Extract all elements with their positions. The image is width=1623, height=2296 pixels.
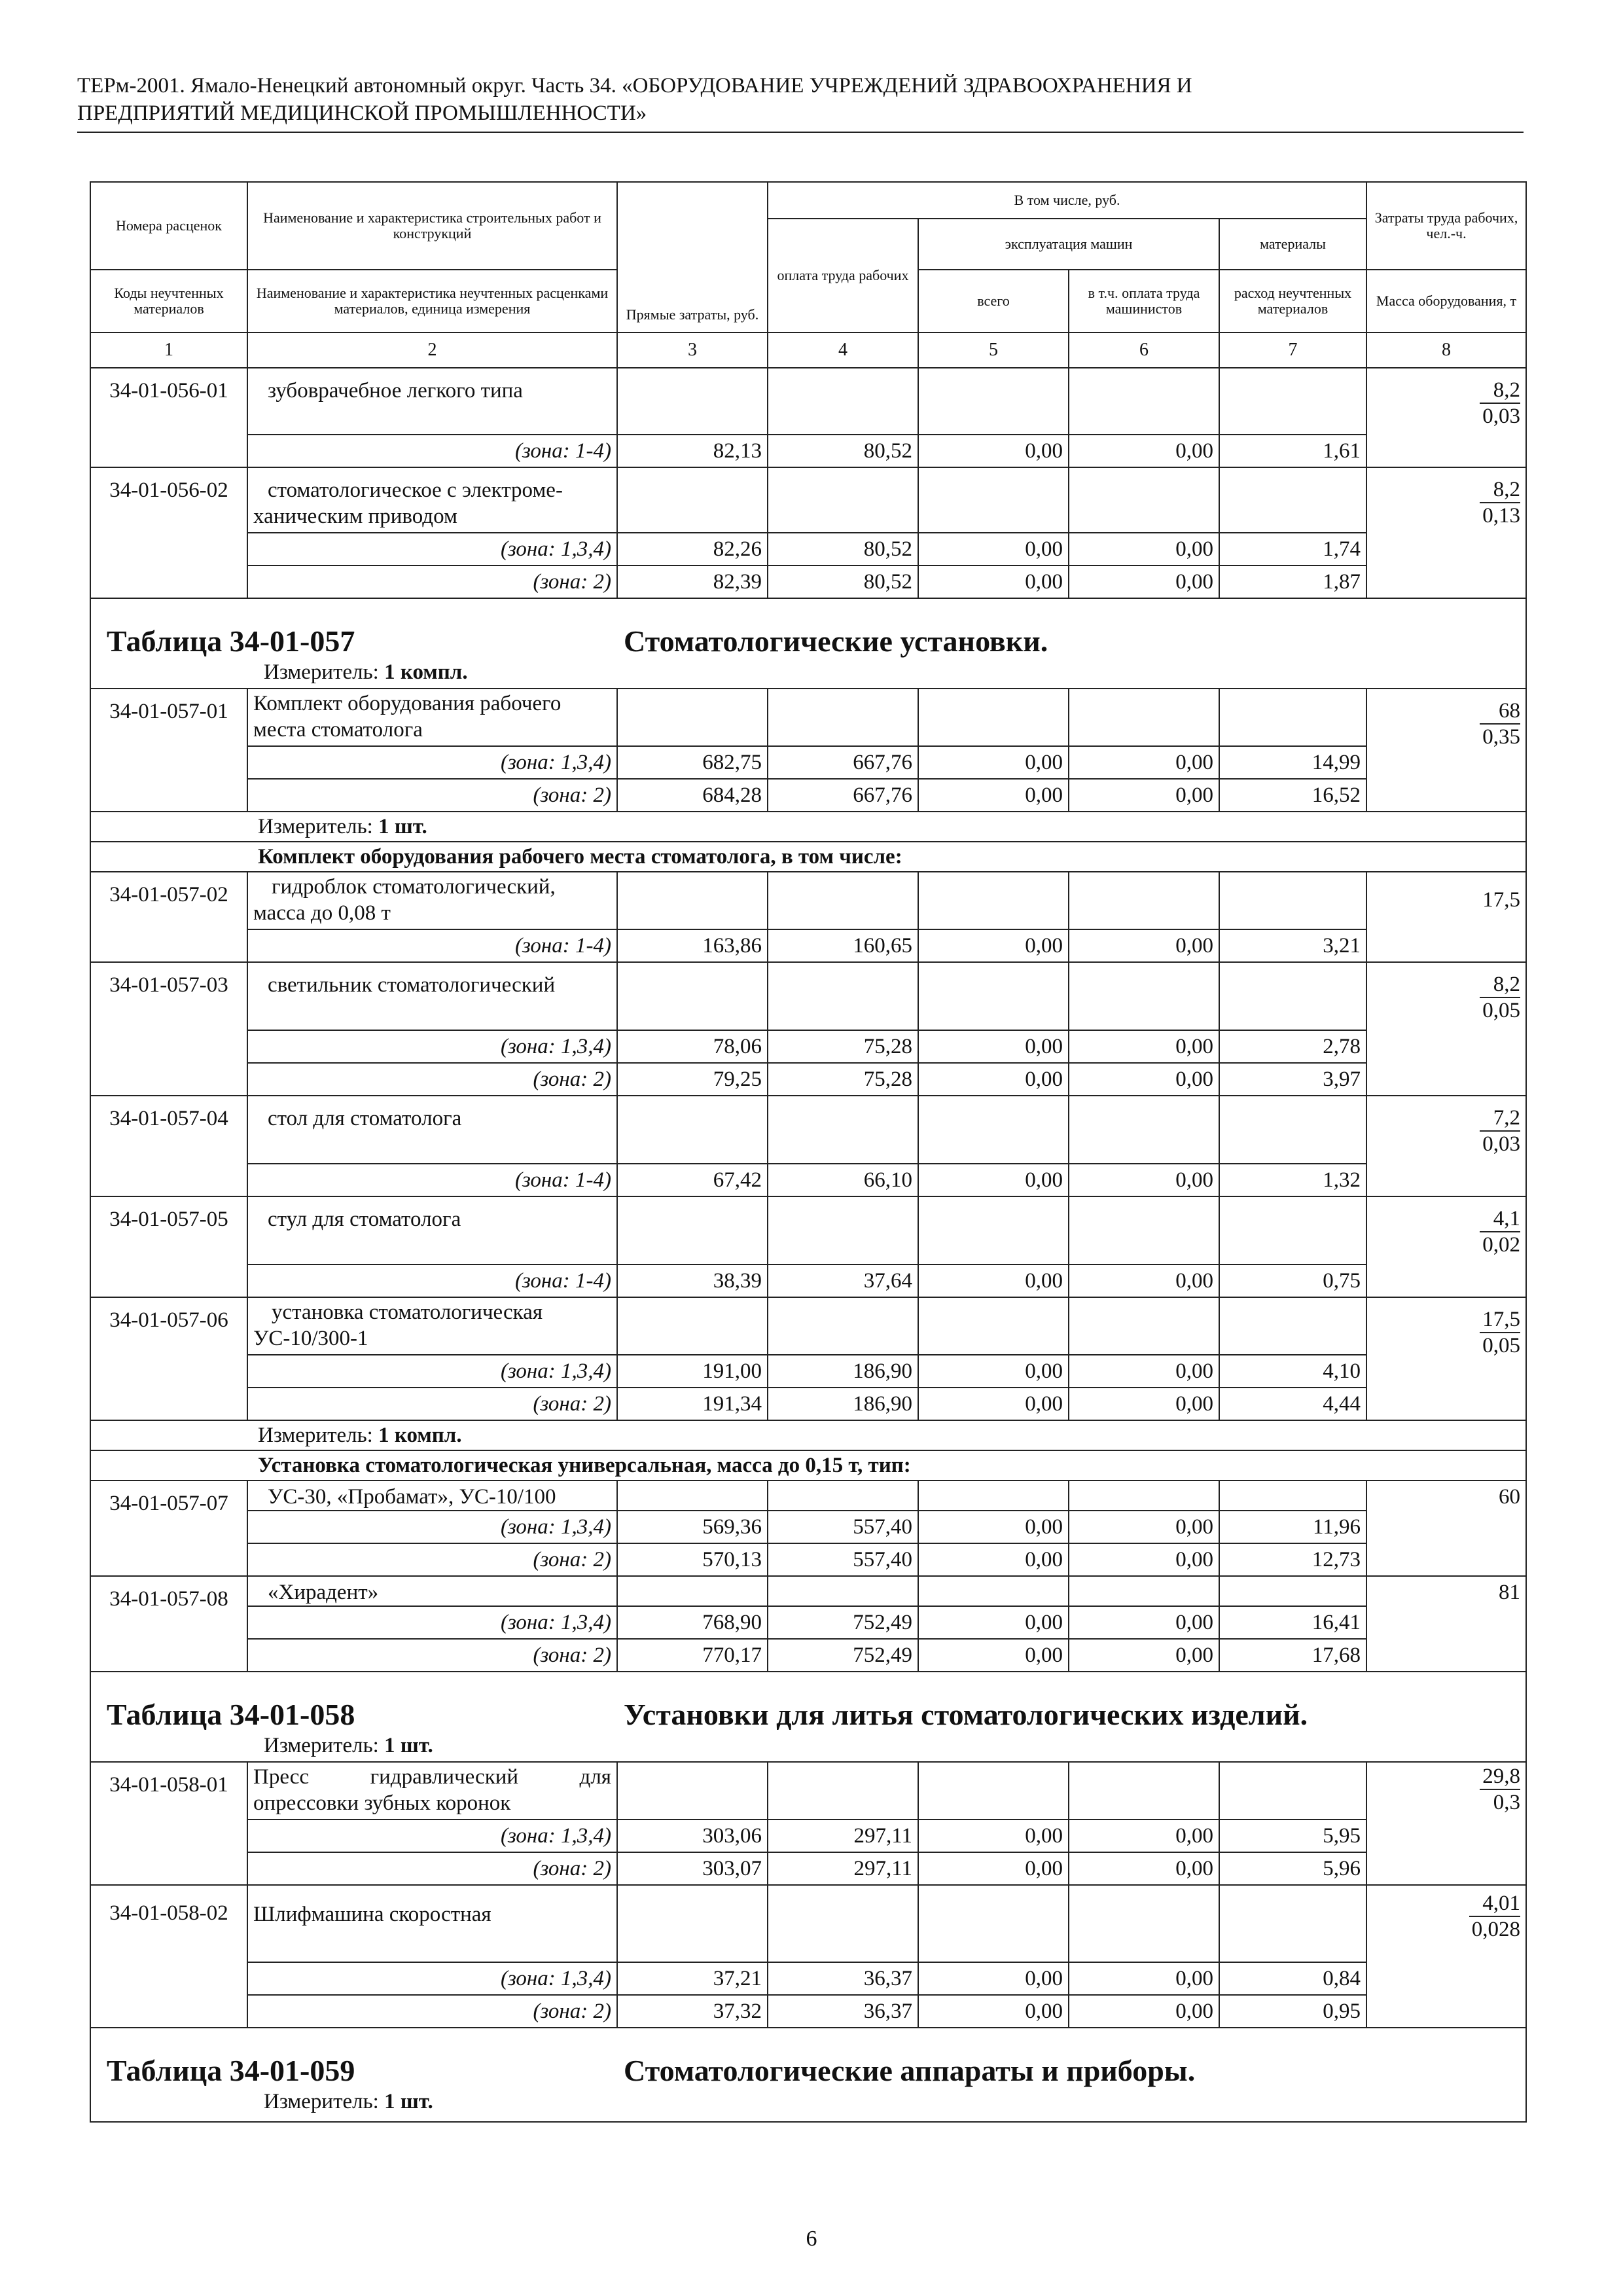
- table-row: [90, 1196, 1526, 1265]
- materials-cost: 0,75: [1219, 1265, 1366, 1297]
- work-name-line: ханическим приводом: [253, 505, 457, 528]
- materials-cost: 4,10: [1219, 1355, 1366, 1388]
- mass-value: 0,02: [1482, 1233, 1521, 1257]
- labor-value: 8,2: [1480, 972, 1520, 998]
- col6-header: в т.ч. оплата труда машинистов: [1069, 270, 1219, 332]
- materials-cost: 1,61: [1219, 435, 1366, 467]
- col8-header-b: Масса оборудования, т: [1366, 270, 1526, 332]
- rate-code: 34-01-056-02: [90, 467, 247, 598]
- col2-header-a: Наименование и характеристика строительных работ и конструкций: [247, 182, 617, 270]
- col-number: 5: [918, 332, 1069, 368]
- labor-pay: 80,52: [768, 435, 918, 467]
- labor-mass-cell: [1366, 962, 1526, 1096]
- direct-cost: 163,86: [617, 929, 768, 962]
- rate-code: 34-01-057-03: [90, 962, 247, 1096]
- machinist-pay: 0,00: [1069, 1355, 1219, 1388]
- direct-cost: 569,36: [617, 1511, 768, 1543]
- zone-label: (зона: 2): [247, 1063, 617, 1096]
- direct-cost: 770,17: [617, 1639, 768, 1672]
- machinist-pay: 0,00: [1069, 746, 1219, 779]
- col2-header-b: Наименование и характеристика неучтенных расценками материалов, единица измерения: [247, 270, 617, 332]
- header-line-2: ПРЕДПРИЯТИЙ МЕДИЦИНСКОЙ ПРОМЫШЛЕННОСТИ»: [77, 101, 647, 125]
- col-number: 2: [247, 332, 617, 368]
- subheader-row: [90, 1450, 1526, 1480]
- machinist-pay: 0,00: [1069, 1265, 1219, 1297]
- labor-pay: 667,76: [768, 746, 918, 779]
- labor-value: 17,5: [1480, 1307, 1520, 1333]
- zone-row: [90, 1995, 1526, 2028]
- work-name: зубоврачебное легкого типа: [247, 368, 617, 435]
- machines-total: 0,00: [918, 929, 1069, 962]
- machines-total: 0,00: [918, 1388, 1069, 1420]
- machines-total: 0,00: [918, 1063, 1069, 1096]
- work-name: [247, 467, 617, 533]
- price-table: [90, 181, 1527, 2123]
- direct-cost: 684,28: [617, 779, 768, 812]
- subheader-text: Установка стоматологическая универсальная, масса до 0,15 т, тип:: [90, 1450, 1526, 1480]
- materials-cost: 1,32: [1219, 1164, 1366, 1196]
- machinist-pay: 0,00: [1069, 779, 1219, 812]
- zone-row: [90, 1852, 1526, 1885]
- rate-code: 34-01-057-04: [90, 1096, 247, 1196]
- materials-cost: 5,96: [1219, 1852, 1366, 1885]
- machines-total: 0,00: [918, 1543, 1069, 1576]
- zone-label: (зона: 1,3,4): [247, 533, 617, 565]
- labor-pay: 36,37: [768, 1995, 918, 2028]
- direct-cost: 82,26: [617, 533, 768, 565]
- measure-unit: 1 компл.: [384, 660, 468, 684]
- work-name: Шлифмашина скоростная: [247, 1885, 617, 1962]
- zone-label: (зона: 2): [247, 1388, 617, 1420]
- labor-pay: 75,28: [768, 1030, 918, 1063]
- column-numbers-row: [90, 332, 1526, 368]
- labor-pay: 297,11: [768, 1820, 918, 1852]
- labor-pay: 667,76: [768, 779, 918, 812]
- zone-row: [90, 1511, 1526, 1543]
- labor-value: 68: [1480, 698, 1520, 725]
- materials-cost: 2,78: [1219, 1030, 1366, 1063]
- measure-line: [107, 1732, 1510, 1759]
- machines-total: 0,00: [918, 1030, 1069, 1063]
- direct-cost: 79,25: [617, 1063, 768, 1096]
- work-name: «Хирадент»: [247, 1576, 617, 1606]
- mass-value: 0,13: [1482, 504, 1521, 528]
- direct-cost: 191,34: [617, 1388, 768, 1420]
- zone-row: [90, 746, 1526, 779]
- machines-total: 0,00: [918, 1639, 1069, 1672]
- zone-row: [90, 1962, 1526, 1995]
- machines-total: 0,00: [918, 1606, 1069, 1639]
- table-row: [90, 467, 1526, 533]
- materials-cost: 1,74: [1219, 533, 1366, 565]
- labor-value: 17,5: [1366, 872, 1526, 962]
- direct-cost: 768,90: [617, 1606, 768, 1639]
- machinist-pay: 0,00: [1069, 435, 1219, 467]
- labor-pay: 75,28: [768, 1063, 918, 1096]
- zone-label: (зона: 1,3,4): [247, 1606, 617, 1639]
- materials-cost: 3,21: [1219, 929, 1366, 962]
- rate-code: 34-01-057-06: [90, 1297, 247, 1420]
- work-name: светильник стоматологический: [247, 962, 617, 1030]
- measure-unit: 1 компл.: [378, 1424, 462, 1447]
- direct-cost: 78,06: [617, 1030, 768, 1063]
- machines-total: 0,00: [918, 1511, 1069, 1543]
- measure-row: [90, 812, 1526, 842]
- zone-row: [90, 435, 1526, 467]
- direct-cost: 191,00: [617, 1355, 768, 1388]
- zone-label: (зона: 1-4): [247, 1164, 617, 1196]
- machinist-pay: 0,00: [1069, 929, 1219, 962]
- work-name-line: гидроблок стоматологический,: [272, 875, 556, 899]
- col-number: 8: [1366, 332, 1526, 368]
- labor-mass-cell: [1366, 1096, 1526, 1196]
- col7-header: расход неучтенных материалов: [1219, 270, 1366, 332]
- mass-value: 0,03: [1482, 404, 1521, 428]
- work-name-line: Пресс гидравлический для: [253, 1765, 611, 1789]
- zone-label: (зона: 1,3,4): [247, 1030, 617, 1063]
- table-row: [90, 1885, 1526, 1962]
- machines-total: 0,00: [918, 746, 1069, 779]
- measure-unit: 1 шт.: [384, 1734, 433, 1757]
- table-row: [90, 1480, 1526, 1511]
- labor-pay: 80,52: [768, 533, 918, 565]
- materials-cost: 14,99: [1219, 746, 1366, 779]
- zone-row: [90, 1543, 1526, 1576]
- work-name: стол для стоматолога: [247, 1096, 617, 1164]
- measure-unit: 1 шт.: [384, 2090, 433, 2113]
- mass-value: 0,05: [1482, 999, 1521, 1022]
- materials-cost: 11,96: [1219, 1511, 1366, 1543]
- labor-pay: 37,64: [768, 1265, 918, 1297]
- rate-code: 34-01-057-02: [90, 872, 247, 962]
- zone-row: [90, 533, 1526, 565]
- labor-pay: 160,65: [768, 929, 918, 962]
- materials-cost: 0,95: [1219, 1995, 1366, 2028]
- work-name: [247, 1762, 617, 1820]
- work-name: [247, 689, 617, 746]
- measure-row: [90, 1420, 1526, 1450]
- zone-row: [90, 1030, 1526, 1063]
- col-number: 7: [1219, 332, 1366, 368]
- zone-label: (зона: 1,3,4): [247, 1355, 617, 1388]
- machinist-pay: 0,00: [1069, 1852, 1219, 1885]
- zone-label: (зона: 1-4): [247, 1265, 617, 1297]
- labor-mass-cell: [1366, 1885, 1526, 2028]
- materials-cost: 0,84: [1219, 1962, 1366, 1995]
- work-name: [247, 1297, 617, 1355]
- work-name-line: установка стоматологическая: [272, 1300, 543, 1324]
- rate-code: 34-01-056-01: [90, 368, 247, 467]
- zone-row: [90, 1063, 1526, 1096]
- mass-value: 0,3: [1493, 1791, 1521, 1814]
- direct-cost: 303,06: [617, 1820, 768, 1852]
- table-row: [90, 689, 1526, 746]
- zone-row: [90, 1606, 1526, 1639]
- machines-total: 0,00: [918, 435, 1069, 467]
- col-number: 3: [617, 332, 768, 368]
- zone-label: (зона: 1,3,4): [247, 1962, 617, 1995]
- measure-label: Измеритель:: [258, 1424, 373, 1447]
- measure-label: Измеритель:: [264, 2090, 379, 2113]
- machinist-pay: 0,00: [1069, 1164, 1219, 1196]
- machinist-pay: 0,00: [1069, 1995, 1219, 2028]
- table-title: Стоматологические установки.: [624, 624, 1048, 658]
- labor-pay: 752,49: [768, 1639, 918, 1672]
- work-name-line: опрессовки зубных коронок: [253, 1791, 511, 1815]
- labor-pay: 66,10: [768, 1164, 918, 1196]
- zone-row: [90, 1355, 1526, 1388]
- table-row: [90, 368, 1526, 435]
- measure-label: Измеритель:: [258, 815, 373, 838]
- machines-total: 0,00: [918, 1164, 1069, 1196]
- mass-value: 0,05: [1482, 1334, 1521, 1357]
- zone-label: (зона: 2): [247, 1852, 617, 1885]
- machinist-pay: 0,00: [1069, 1030, 1219, 1063]
- zone-row: [90, 565, 1526, 598]
- zone-label: (зона: 1-4): [247, 929, 617, 962]
- labor-value: 8,2: [1480, 477, 1520, 503]
- direct-cost: 37,21: [617, 1962, 768, 1995]
- col-number: 6: [1069, 332, 1219, 368]
- labor-mass-cell: [1366, 368, 1526, 467]
- labor-mass-cell: [1366, 467, 1526, 598]
- table-row: [90, 1297, 1526, 1355]
- table-title: Установки для литья стоматологических изделий.: [624, 1698, 1308, 1731]
- direct-cost: 82,13: [617, 435, 768, 467]
- machines-total: 0,00: [918, 1820, 1069, 1852]
- table-section-059: [90, 2028, 1526, 2122]
- subheader-text: Комплект оборудования рабочего места стоматолога, в том числе:: [90, 842, 1526, 872]
- zone-row: [90, 1164, 1526, 1196]
- labor-value: 81: [1366, 1576, 1526, 1672]
- direct-cost: 570,13: [617, 1543, 768, 1576]
- labor-mass-cell: [1366, 1297, 1526, 1420]
- labor-pay: 186,90: [768, 1355, 918, 1388]
- zone-row: [90, 1639, 1526, 1672]
- rate-code: 34-01-057-01: [90, 689, 247, 812]
- zone-label: (зона: 2): [247, 1995, 617, 2028]
- labor-value: 7,2: [1480, 1105, 1520, 1132]
- machinist-pay: 0,00: [1069, 1388, 1219, 1420]
- materials-cost: 5,95: [1219, 1820, 1366, 1852]
- labor-value: 4,1: [1480, 1206, 1520, 1232]
- table-row: [90, 1576, 1526, 1606]
- zone-label: (зона: 1,3,4): [247, 1511, 617, 1543]
- machinist-pay: 0,00: [1069, 1820, 1219, 1852]
- measure-label: Измеритель:: [264, 1734, 379, 1757]
- labor-pay: 752,49: [768, 1606, 918, 1639]
- zone-label: (зона: 2): [247, 1639, 617, 1672]
- labor-mass-cell: [1366, 1196, 1526, 1297]
- mass-value: 0,35: [1482, 725, 1521, 749]
- materials-cost: 3,97: [1219, 1063, 1366, 1096]
- machines-total: 0,00: [918, 779, 1069, 812]
- zone-label: (зона: 2): [247, 1543, 617, 1576]
- header-line-1: ТЕРм-2001. Ямало-Ненецкий автономный округ. Часть 34. «ОБОРУДОВАНИЕ УЧРЕЖДЕНИЙ ЗДРАВООХРАНЕНИЯ И: [77, 74, 1192, 98]
- direct-cost: 37,32: [617, 1995, 768, 2028]
- materials-cost: 4,44: [1219, 1388, 1366, 1420]
- zone-row: [90, 929, 1526, 962]
- direct-cost: 682,75: [617, 746, 768, 779]
- materials-cost: 17,68: [1219, 1639, 1366, 1672]
- zone-row: [90, 1820, 1526, 1852]
- col1-header-b: Коды неучтенных материалов: [90, 270, 247, 332]
- labor-pay: 80,52: [768, 565, 918, 598]
- work-name-line: Комплект оборудования рабочего: [253, 692, 562, 715]
- work-name: [247, 872, 617, 929]
- zone-label: (зона: 1-4): [247, 435, 617, 467]
- page-number: 6: [806, 2227, 817, 2251]
- zone-label: (зона: 2): [247, 779, 617, 812]
- machines-header: эксплуатация машин: [918, 219, 1219, 270]
- materials-cost: 12,73: [1219, 1543, 1366, 1576]
- work-name-line: места стоматолога: [253, 718, 423, 742]
- labor-mass-cell: [1366, 689, 1526, 812]
- work-name-line: стоматологическое с электроме-: [268, 478, 563, 502]
- machinist-pay: 0,00: [1069, 1543, 1219, 1576]
- direct-cost: 67,42: [617, 1164, 768, 1196]
- labor-mass-cell: [1366, 1762, 1526, 1885]
- table-row: [90, 1762, 1526, 1820]
- mass-value: 0,03: [1482, 1132, 1521, 1156]
- materials-cost: 1,87: [1219, 565, 1366, 598]
- direct-cost: 38,39: [617, 1265, 768, 1297]
- col1-header-a: Номера расценок: [90, 182, 247, 270]
- zone-label: (зона: 2): [247, 565, 617, 598]
- machines-total: 0,00: [918, 1995, 1069, 2028]
- labor-value: 4,01: [1469, 1891, 1520, 1917]
- col4-header: оплата труда рабочих: [768, 219, 918, 332]
- labor-value: 60: [1366, 1480, 1526, 1576]
- labor-pay: 186,90: [768, 1388, 918, 1420]
- rate-code: 34-01-057-07: [90, 1480, 247, 1576]
- table-number: Таблица 34-01-057: [107, 624, 355, 658]
- measure-line: [107, 659, 1510, 685]
- table-row: [90, 962, 1526, 1030]
- zone-row: [90, 1265, 1526, 1297]
- labor-value: 29,8: [1480, 1764, 1520, 1790]
- machinist-pay: 0,00: [1069, 1639, 1219, 1672]
- col5-header: всего: [918, 270, 1069, 332]
- rate-code: 34-01-058-02: [90, 1885, 247, 2028]
- machines-total: 0,00: [918, 1852, 1069, 1885]
- work-name: стул для стоматолога: [247, 1196, 617, 1265]
- machines-total: 0,00: [918, 565, 1069, 598]
- machinist-pay: 0,00: [1069, 565, 1219, 598]
- mass-value: 0,028: [1471, 1918, 1521, 1941]
- table-section-058: [90, 1672, 1526, 1762]
- measure-line: [107, 2089, 1510, 2115]
- header-rule: [77, 132, 1524, 133]
- labor-pay: 36,37: [768, 1962, 918, 1995]
- rate-code: 34-01-058-01: [90, 1762, 247, 1885]
- zone-row: [90, 779, 1526, 812]
- machines-total: 0,00: [918, 1355, 1069, 1388]
- measure-label: Измеритель:: [264, 660, 379, 684]
- machines-total: 0,00: [918, 1265, 1069, 1297]
- table-title: Стоматологические аппараты и приборы.: [624, 2054, 1196, 2087]
- table-section-057: [90, 598, 1526, 689]
- direct-cost: 303,07: [617, 1852, 768, 1885]
- col3-header: Прямые затраты, руб.: [617, 182, 768, 332]
- direct-cost: 82,39: [617, 565, 768, 598]
- machinist-pay: 0,00: [1069, 1606, 1219, 1639]
- zone-label: (зона: 1,3,4): [247, 746, 617, 779]
- work-name-line: УС-10/300-1: [253, 1327, 368, 1350]
- zone-label: (зона: 1,3,4): [247, 1820, 617, 1852]
- labor-value: 8,2: [1480, 378, 1520, 404]
- machinist-pay: 0,00: [1069, 533, 1219, 565]
- labor-pay: 557,40: [768, 1543, 918, 1576]
- col-number: 4: [768, 332, 918, 368]
- machines-total: 0,00: [918, 1962, 1069, 1995]
- labor-pay: 297,11: [768, 1852, 918, 1885]
- incl-header: В том числе, руб.: [768, 182, 1366, 219]
- machinist-pay: 0,00: [1069, 1063, 1219, 1096]
- materials-cost: 16,52: [1219, 779, 1366, 812]
- work-name-line: масса до 0,08 т: [253, 901, 391, 925]
- subheader-row: [90, 842, 1526, 872]
- materials-cost: 16,41: [1219, 1606, 1366, 1639]
- measure-unit: 1 шт.: [378, 815, 427, 838]
- rate-code: 34-01-057-08: [90, 1576, 247, 1672]
- rate-code: 34-01-057-05: [90, 1196, 247, 1297]
- zone-row: [90, 1388, 1526, 1420]
- work-name: УС-30, «Пробамат», УС-10/100: [247, 1480, 617, 1511]
- col-number: 1: [90, 332, 247, 368]
- machinist-pay: 0,00: [1069, 1511, 1219, 1543]
- table-row: [90, 1096, 1526, 1164]
- table-row: [90, 872, 1526, 929]
- table-number: Таблица 34-01-059: [107, 2054, 355, 2087]
- table-number: Таблица 34-01-058: [107, 1698, 355, 1731]
- running-header: [77, 72, 1524, 127]
- machinist-pay: 0,00: [1069, 1962, 1219, 1995]
- materials-header: материалы: [1219, 219, 1366, 270]
- labor-pay: 557,40: [768, 1511, 918, 1543]
- col8-header-a: Затраты труда рабочих, чел.-ч.: [1366, 182, 1526, 270]
- machines-total: 0,00: [918, 533, 1069, 565]
